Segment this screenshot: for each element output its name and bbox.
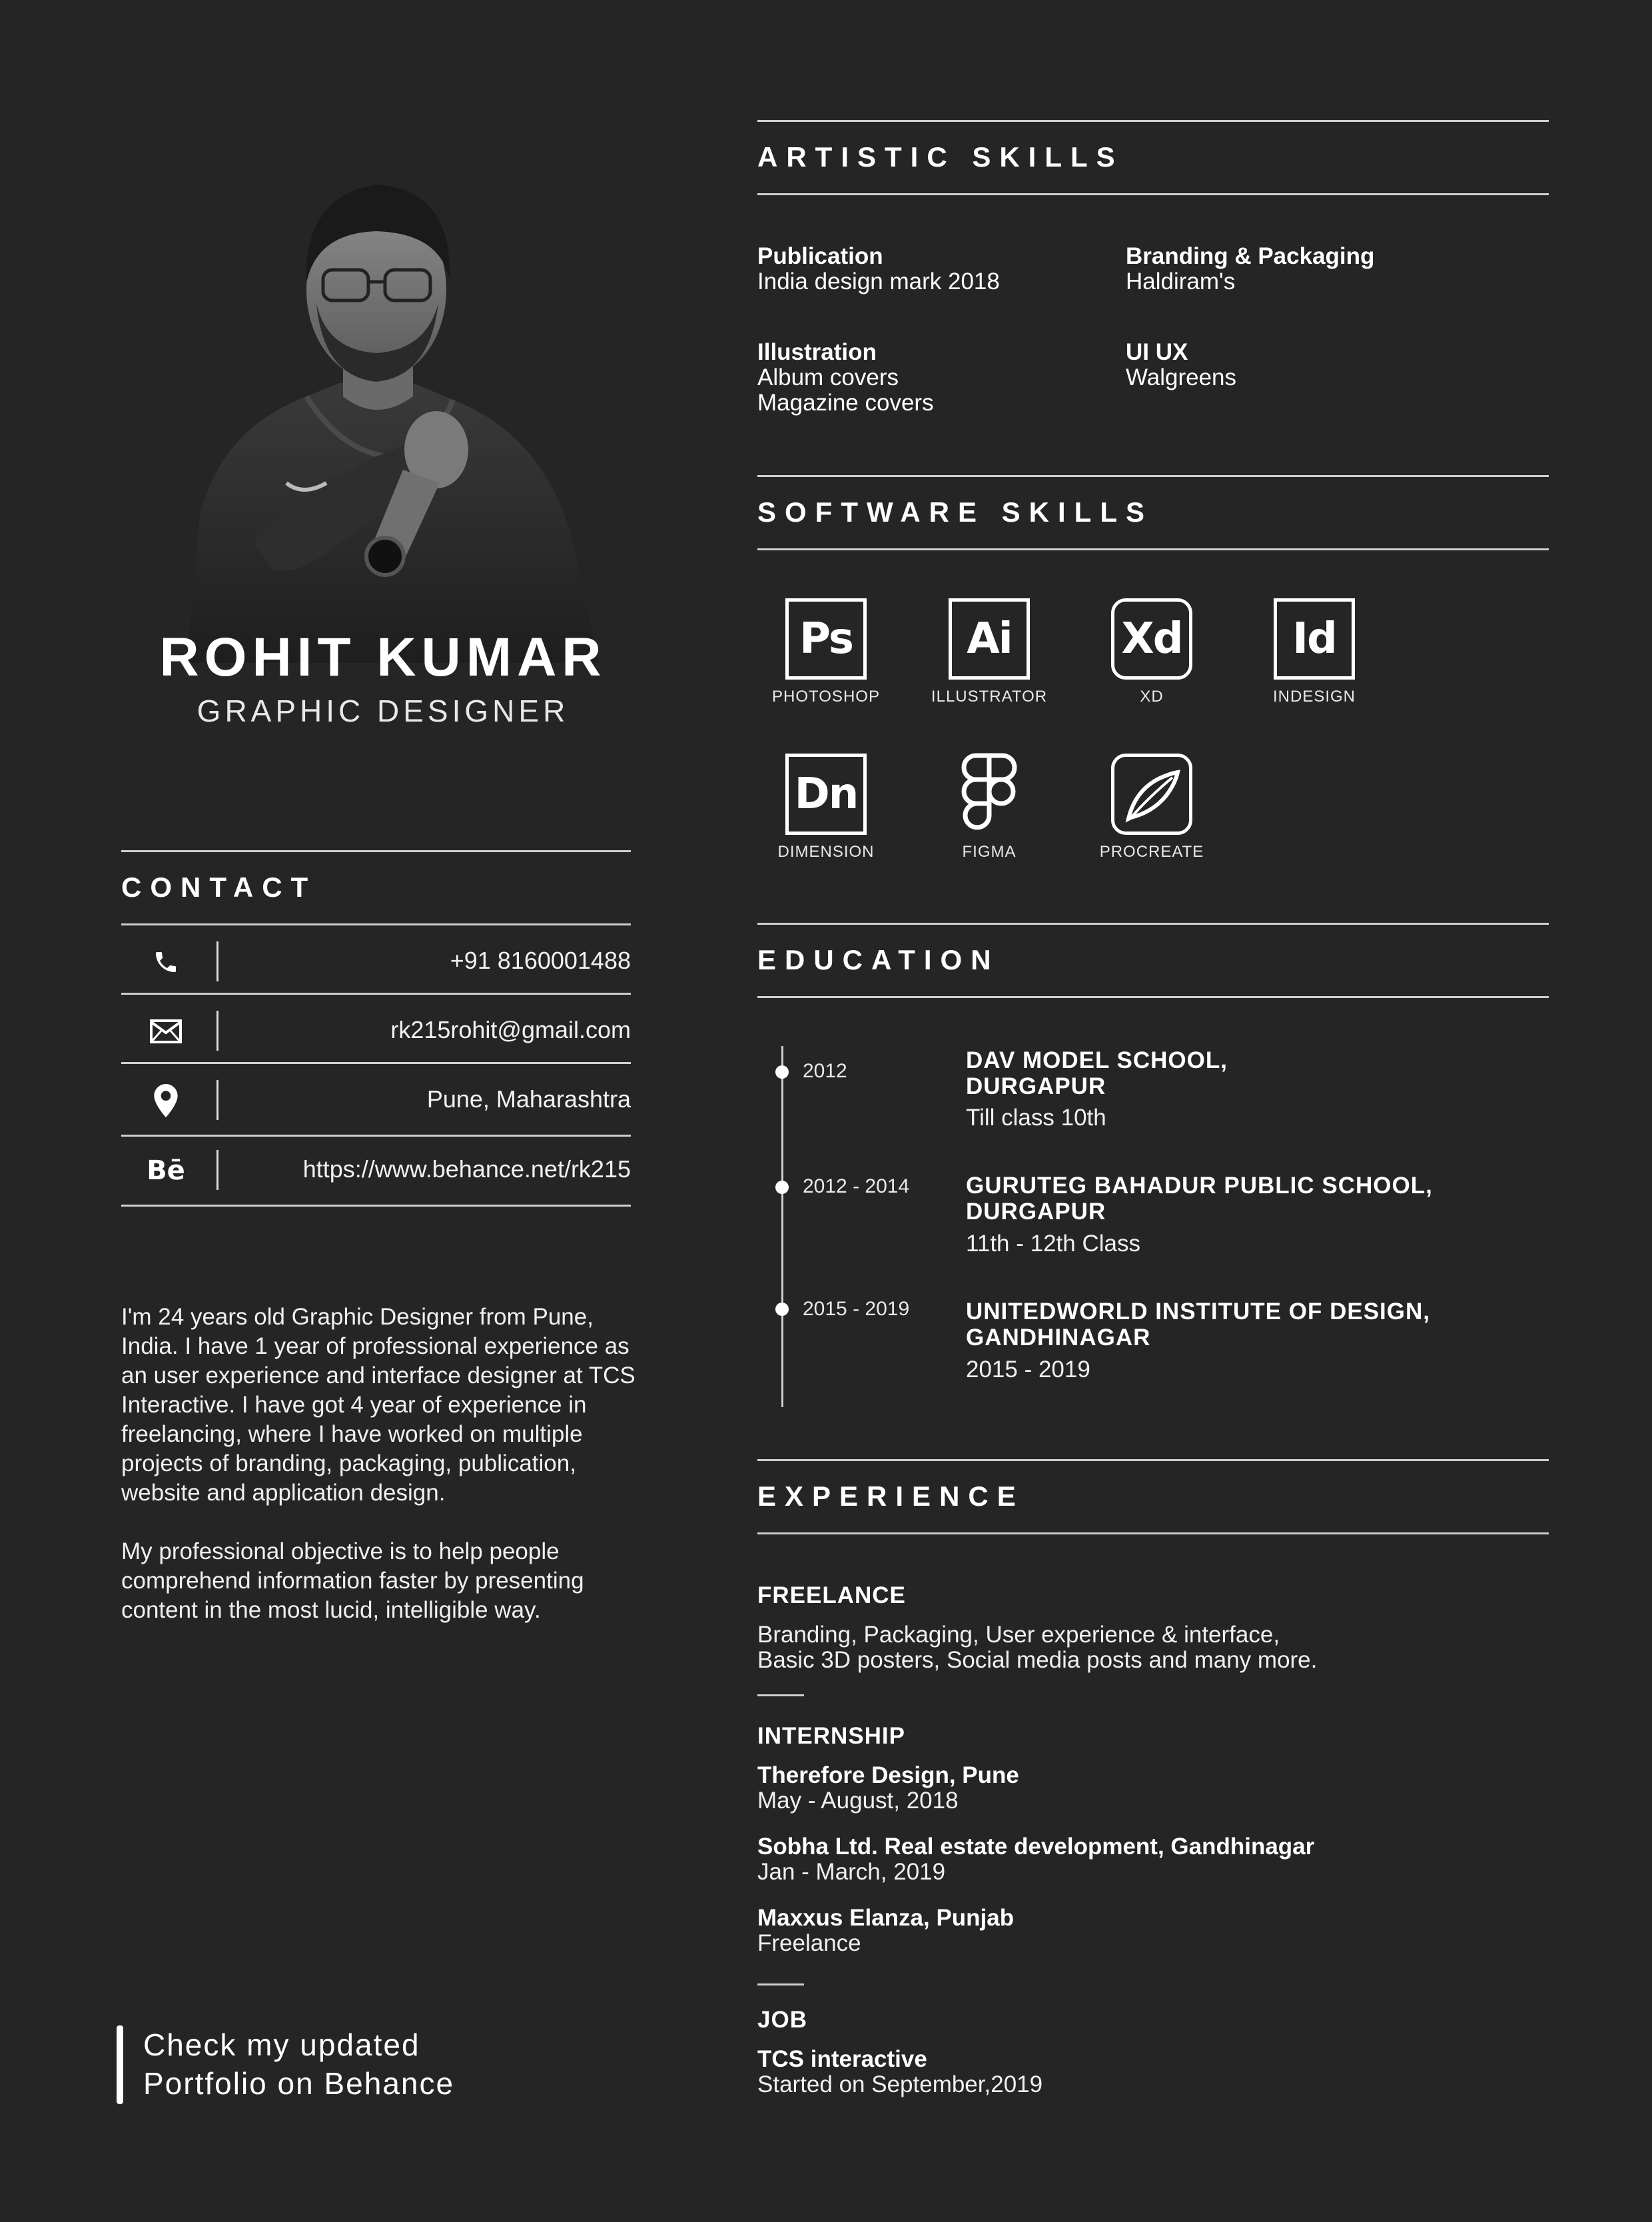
software-label: PHOTOSHOP (772, 688, 880, 706)
behance-cta[interactable] (143, 2025, 454, 2103)
divider (121, 1062, 631, 1064)
contact-row-email (121, 997, 631, 1064)
skill-detail: Album covers (757, 364, 899, 390)
location-pin-icon (148, 1083, 184, 1119)
location: Pune, Maharashtra (426, 1085, 631, 1113)
school-city: DURGAPUR (966, 1073, 1106, 1099)
contact-row-behance (121, 1137, 631, 1203)
skill-title: UI UX (1126, 339, 1188, 365)
figma-icon (949, 754, 1030, 835)
divider (121, 1205, 631, 1207)
about-section (121, 1303, 654, 1654)
software-photoshop (746, 598, 906, 706)
mail-icon (148, 1013, 184, 1049)
software-procreate (1072, 754, 1232, 861)
internship-company: Sobha Ltd. Real estate development, Gandhinagar (757, 1834, 1315, 1860)
freelance-heading: FREELANCE (757, 1582, 906, 1608)
dimension-icon: Dn (785, 754, 867, 835)
divider (757, 475, 1549, 477)
artistic-skills-title: ARTISTIC SKILLS (757, 141, 1124, 173)
separator (216, 1080, 218, 1120)
internship-period: May - August, 2018 (757, 1788, 959, 1814)
description-line: Basic 3D posters, Social media posts and many more. (757, 1647, 1318, 1673)
skill-title: Illustration (757, 339, 877, 365)
timeline-dot (775, 1303, 789, 1316)
skill-detail: India design mark 2018 (757, 269, 1000, 294)
education-title: EDUCATION (757, 944, 1000, 975)
divider (121, 923, 631, 925)
skill-publication (757, 244, 1000, 294)
timeline-dot (775, 1181, 789, 1194)
software-label: DIMENSION (777, 843, 875, 861)
separator (216, 1011, 218, 1051)
divider (757, 120, 1549, 122)
about-paragraph: I'm 24 years old Graphic Designer from Pune, India. I have 1 year of professional experience as an user experience and interface designer at TCS Interactive. I have got 4 year of experience in freelancing, where I have worked on multiple projects of branding, packaging, publication, website and application design. (121, 1304, 635, 1506)
software-label: XD (1140, 688, 1164, 706)
internship-item (757, 1906, 1014, 1956)
phone-number[interactable]: +91 8160001488 (450, 947, 631, 974)
short-divider (757, 1694, 804, 1696)
software-xd (1072, 598, 1232, 706)
cta-accent-bar (117, 2025, 123, 2104)
indesign-icon: Id (1274, 598, 1355, 680)
internship-heading: INTERNSHIP (757, 1723, 905, 1749)
software-label: PROCREATE (1099, 843, 1204, 861)
email-address[interactable]: rk215rohit@gmail.com (390, 1016, 631, 1043)
education-year: 2015 - 2019 (803, 1298, 910, 1320)
skill-detail: Haldiram's (1126, 269, 1236, 294)
divider (757, 923, 1549, 925)
job-period: Started on September,2019 (757, 2071, 1043, 2097)
internship-company: Therefore Design, Pune (757, 1762, 1019, 1788)
behance-link[interactable]: https://www.behance.net/rk215 (302, 1155, 631, 1183)
profile-photo (173, 170, 600, 663)
cta-line: Portfolio on Behance (143, 2066, 455, 2101)
education-detail: 2015 - 2019 (966, 1357, 1090, 1383)
software-illustrator (909, 598, 1069, 706)
skill-detail: Walgreens (1126, 364, 1236, 390)
separator (216, 941, 218, 981)
skill-illustration (757, 340, 934, 416)
divider (757, 548, 1549, 550)
freelance-description (757, 1622, 1317, 1673)
xd-icon: Xd (1111, 598, 1192, 680)
internship-item (757, 1834, 1314, 1885)
school-city: DURGAPUR (966, 1199, 1106, 1225)
short-divider (757, 1983, 804, 1985)
phone-icon (148, 944, 184, 980)
candidate-role: GRAPHIC DESIGNER (197, 694, 570, 728)
education-year: 2012 - 2014 (803, 1175, 910, 1197)
skill-detail: Magazine covers (757, 390, 934, 416)
behance-icon (148, 1153, 184, 1189)
education-school (966, 1047, 1228, 1099)
divider (121, 993, 631, 995)
contact-title: CONTACT (121, 871, 317, 903)
software-indesign (1234, 598, 1394, 706)
cta-line: Check my updated (143, 2027, 420, 2062)
internship-period: Freelance (757, 1930, 861, 1956)
skill-title: Branding & Packaging (1126, 243, 1375, 269)
education-year: 2012 (803, 1060, 847, 1082)
school-name: GURUTEG BAHADUR PUBLIC SCHOOL, (966, 1173, 1433, 1199)
divider (121, 850, 631, 852)
procreate-icon (1111, 754, 1192, 835)
internship-company: Maxxus Elanza, Punjab (757, 1905, 1015, 1931)
separator (216, 1150, 218, 1190)
software-label: FIGMA (962, 843, 1017, 861)
school-name: UNITEDWORLD INSTITUTE OF DESIGN, (966, 1299, 1430, 1325)
skill-title: Publication (757, 243, 883, 269)
candidate-name: ROHIT KUMAR (159, 627, 607, 688)
job-item (757, 2047, 1042, 2097)
education-school (966, 1299, 1430, 1351)
divider (757, 193, 1549, 195)
job-heading: JOB (757, 2007, 807, 2033)
education-school (966, 1173, 1433, 1225)
experience-title: EXPERIENCE (757, 1480, 1025, 1512)
skill-branding (1126, 244, 1374, 294)
photoshop-icon: Ps (785, 598, 867, 680)
education-detail: Till class 10th (966, 1105, 1106, 1131)
school-city: GANDHINAGAR (966, 1325, 1151, 1351)
behance-icon-text: Bē (147, 1155, 185, 1186)
divider (757, 996, 1549, 998)
divider (757, 1532, 1549, 1534)
software-dimension (746, 754, 906, 861)
description-line: Branding, Packaging, User experience & interface, (757, 1622, 1280, 1648)
software-label: ILLUSTRATOR (931, 688, 1048, 706)
illustrator-icon: Ai (949, 598, 1030, 680)
software-skills-title: SOFTWARE SKILLS (757, 496, 1153, 528)
skill-uiux (1126, 340, 1236, 390)
software-figma (909, 754, 1069, 861)
divider (757, 1459, 1549, 1461)
education-timeline (781, 1046, 783, 1407)
internship-period: Jan - March, 2019 (757, 1859, 946, 1885)
timeline-dot (775, 1065, 789, 1079)
internship-item (757, 1763, 1019, 1814)
education-detail: 11th - 12th Class (966, 1231, 1140, 1257)
job-company: TCS interactive (757, 2046, 927, 2072)
school-name: DAV MODEL SCHOOL, (966, 1047, 1228, 1073)
software-label: INDESIGN (1272, 688, 1356, 706)
contact-row-location (121, 1067, 631, 1133)
about-paragraph: My professional objective is to help people comprehend information faster by presenting content in the most lucid, intelligible way. (121, 1538, 584, 1623)
contact-row-phone (121, 928, 631, 995)
